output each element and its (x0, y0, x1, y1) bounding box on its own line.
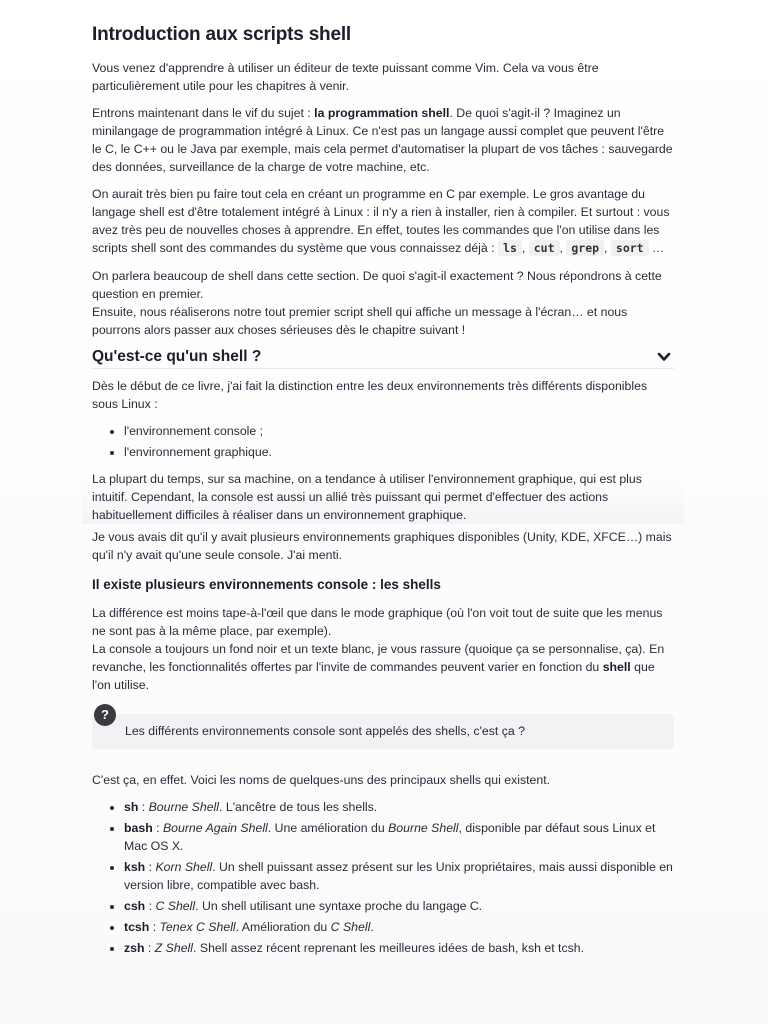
shell-desc-end: . (370, 920, 374, 934)
bold-term: shell (602, 660, 631, 674)
intro-paragraph-5: Ensuite, nous réaliserons notre tout premier script shell qui affiche un message à l'écran… et nous pourrons alors passer aux choses sérieuses dès le chapitre suivant ! (92, 305, 628, 337)
intro-paragraph-1: Vous venez d'apprendre à utiliser un éditeur de texte puissant comme Vim. Cela va vous être particulièrement utile pour les chapitres à venir. (92, 61, 599, 93)
shell-name: bash (124, 821, 153, 835)
shell-fullname: Z Shell (154, 941, 194, 955)
shell-desc: . Amélioration du (235, 920, 331, 934)
shell-desc-end: , disponible par défaut sous Linux et Mac OS X. (124, 821, 656, 853)
separator: , (604, 241, 608, 255)
shell-desc: . Shell assez récent reprenant les meilleures idées de bash, ksh et tcsh. (193, 941, 585, 955)
article (92, 22, 674, 966)
shell-name: tcsh (124, 920, 150, 934)
shell-name: sh (124, 800, 139, 814)
shells-list (92, 798, 674, 957)
section-header-shell[interactable] (92, 348, 674, 369)
shell-item-tcsh (124, 918, 674, 936)
intro-paragraph-4: On parlera beaucoup de shell dans cette section. De quoi s'agit-il exactement ? Nous répondrons à cette question en premier. (92, 269, 662, 301)
text-span: Entrons maintenant dans le vif du sujet : (92, 106, 315, 120)
code-grep: grep (566, 240, 604, 256)
separator: : (138, 800, 149, 814)
shaded-block (82, 470, 684, 524)
shell-item-bash (124, 819, 674, 855)
text-span: On aurait très bien pu faire tout cela en créant un programme en C par exemple. Le gros avantage du langage shell est d'être totalement intégré à Linux : il n'y a rien à installer, rien à compiler. Et surtout : vous avez très peu de nouvelles choses à apprendre. En effet, toutes les commandes que l'on utilise dans les scripts shell sont des commandes du système que vous connaissez déjà : (92, 187, 670, 255)
bold-term: la programmation shell (314, 106, 450, 120)
shell-fullname: Bourne Shell (148, 800, 220, 814)
section-title: Qu'est-ce qu'un shell ? (92, 348, 262, 365)
shell-desc-em: C Shell (330, 920, 371, 934)
question-text: Les différents environnements console sont appelés des shells, c'est ça ? (125, 724, 525, 738)
shell-desc: . Un shell utilisant une syntaxe proche du langage C. (195, 899, 483, 913)
code-sort: sort (611, 240, 649, 256)
chevron-down-icon[interactable] (656, 349, 672, 365)
section2-paragraph-1a: La différence est moins tape-à-l'œil que dans le mode graphique (où l'on voit tout de suite que les menus ne sont pas à la même place, par exemple). (92, 606, 663, 638)
shell-desc: . L'ancêtre de tous les shells. (219, 800, 378, 814)
question-callout (92, 707, 674, 749)
code-ls: ls (498, 240, 522, 256)
intro-paragraph-3 (92, 185, 674, 257)
question-icon: ? (94, 704, 116, 726)
shell-desc: . Une amélioration du (267, 821, 389, 835)
page-title: Introduction aux scripts shell (92, 24, 351, 45)
shell-name: csh (124, 899, 146, 913)
code-cut: cut (529, 240, 560, 256)
separator: : (144, 941, 155, 955)
text-span: que l'on utilise. (92, 660, 655, 692)
separator: : (152, 821, 163, 835)
section2-paragraph-2: C'est ça, en effet. Voici les noms de quelques-uns des principaux shells qui existent. (92, 773, 551, 787)
separator: : (149, 920, 160, 934)
shell-item-csh (124, 897, 674, 915)
separator: , (559, 241, 563, 255)
shell-fullname: Korn Shell (155, 860, 213, 874)
separator: : (145, 899, 156, 913)
shell-fullname: C Shell (155, 899, 196, 913)
shell-fullname: Tenex C Shell (159, 920, 236, 934)
list-item: • l'environnement graphique. (124, 443, 674, 461)
shell-item-ksh (124, 858, 674, 894)
section2-paragraph-1b (92, 640, 674, 694)
section1-paragraph-3: Je vous avais dit qu'il y avait plusieurs environnements graphiques disponibles (Unity, KDE, XFCE…) mais qu'il n'y avait qu'une seule console. J'ai menti. (92, 530, 672, 562)
separator: : (145, 860, 156, 874)
intro-paragraph-2 (92, 104, 674, 176)
subsection-title: Il existe plusieurs environnements console : les shells (92, 577, 441, 592)
text-span: . De quoi s'agit-il ? Imaginez un minilangage de programmation intégré à Linux. Ce n'est pas un langage aussi complet que peuvent l'être le C, le C++ ou le Java par exemple, mais cela permet d'automatiser la plupart de vos tâches : sauvegarde des données, surveillance de la charge de votre machine, etc. (92, 106, 673, 174)
section1-paragraph-1: Dès le début de ce livre, j'ai fait la distinction entre les deux environnements très différents disponibles sous Linux : (92, 379, 648, 411)
shell-fullname: Bourne Again Shell (162, 821, 268, 835)
list-item: • l'environnement console ; (124, 422, 674, 440)
shell-name: zsh (124, 941, 145, 955)
environment-list (92, 422, 674, 461)
shell-name: ksh (124, 860, 146, 874)
shell-desc: . Un shell puissant assez présent sur les Unix propriétaires, mais aussi disponible en version libre, compatible avec bash. (124, 860, 673, 892)
text-span: La console a toujours un fond noir et un texte blanc, je vous rassure (quoique ça se personnalise, ça). En revanche, les fonctionnalités offertes par l'invite de commandes peuvent varier en fonction du (92, 642, 665, 674)
shell-desc-em: Bourne Shell (388, 821, 459, 835)
shell-item-zsh (124, 939, 674, 957)
ellipsis: … (652, 241, 665, 255)
section1-paragraph-2: La plupart du temps, sur sa machine, on a tendance à utiliser l'environnement graphique, qui est plus intuitif. Cependant, la console est aussi un allié très puissant qui permet d'effectuer des actions habituellement difficiles à réaliser dans un environnement graphique. (92, 472, 642, 522)
separator: , (521, 241, 526, 255)
shell-item-sh (124, 798, 674, 816)
